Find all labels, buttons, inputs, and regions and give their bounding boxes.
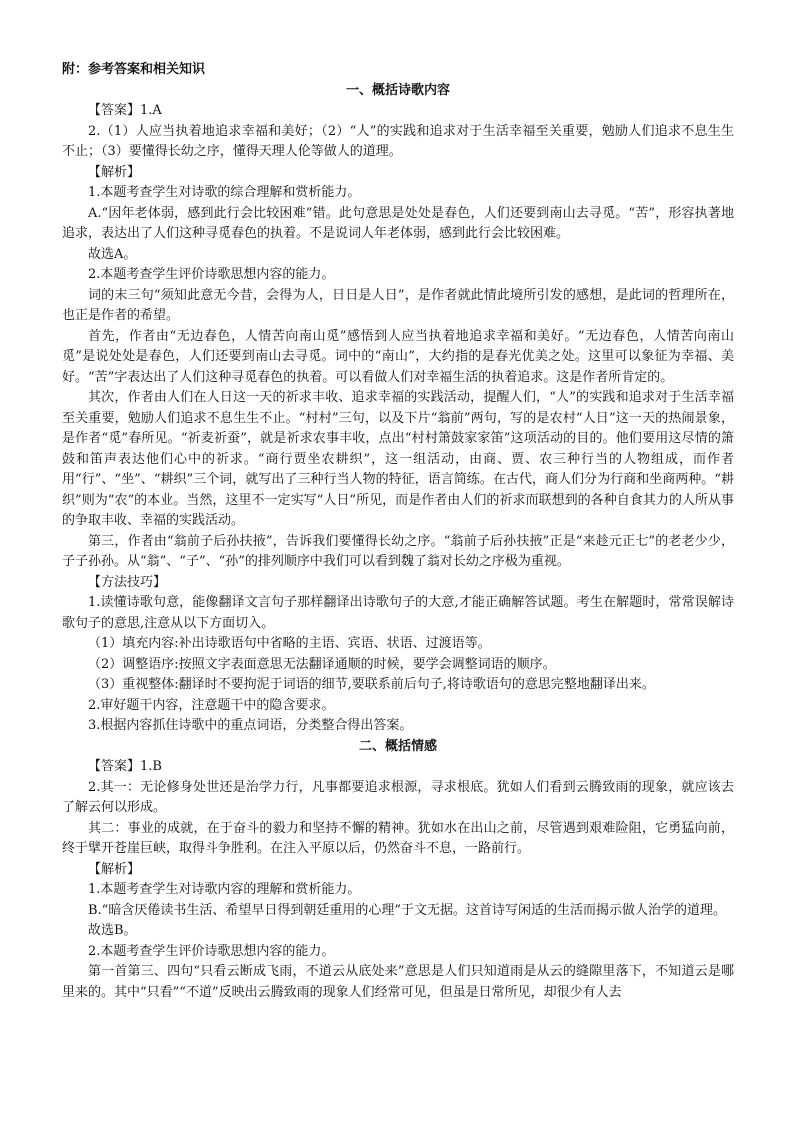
paragraph: 2.（1）人应当执着地追求幸福和美好；（2）“人”的实践和追求对于生活幸福至关重要，勉励人们追求不息生生不止；（3）要懂得长幼之序，懂得天理人伦等做人的道理。 xyxy=(62,123,734,159)
list-item: （3）重视整体:翻译时不要拘泥于词语的细节,要联系前后句子,将诗歌语句的意思完整地翻译出来。 xyxy=(88,677,655,692)
paragraph: 第三，作者由“翁前子后孙扶掖”，告诉我们要懂得长幼之序。“翁前子后孙扶掖”正是“来趁元正七”的老老少少，子子孙孙。从“翁”、“子”、“孙”的排列顺序中我们可以看到魏了翁对长幼之序极为重视。 xyxy=(62,533,734,569)
analysis-label: 【解析】 xyxy=(88,861,141,877)
section-heading-1: 一、概括诗歌内容 xyxy=(345,82,450,98)
paragraph: 其次，作者由人们在人日这一天的祈求丰收、追求幸福的实践活动，提醒人们，“人”的实践和追求对于生活幸福至关重要，勉励人们追求不息生生不止。“村村”三句，以及下片“翁前”两句，写的是农村“人日”这一天的热闹景象，是作者“觅”春所见。“祈麦祈蚕”，就是祈求农事丰收，点出“村村箫鼓家家笛”这项活动的目的。他们要用这尽情的箫鼓和笛声表达他们心中的祈求。“商行贾坐农耕织”，这一组活动，由商、贾、农三种行当的人物组成，而作者用“行”、“坐”、“耕织”三个词，就写出了三种行当人物的特征，语言简练。在古代，商人们分为行商和坐商两种。“耕织”则为“农”的本业。当然，这里不一定实写“人日”所见，而是作者由人们的祈求而联想到的各种自食其力的人所从事的争取丰收、幸福的实践活动。 xyxy=(62,390,734,528)
paragraph: 3.根据内容抓住诗歌中的重点词语，分类整合得出答案。 xyxy=(88,718,413,733)
appendix-title: 附：参考答案和相关知识 xyxy=(62,62,206,77)
paragraph: 故选B。 xyxy=(88,923,137,938)
list-item: （1）填充内容:补出诗歌语句中省略的主语、宾语、状语、过渡语等。 xyxy=(88,636,491,651)
paragraph: B.“暗含厌倦读书生活、希望早日得到朝廷重用的心理”于文无据。这首诗写闲适的生活而揭示做人治学的道理。 xyxy=(88,902,726,918)
paragraph: A.“因年老体弱，感到此行会比较困难”错。此句意思是处处是春色，人们还要到南山去寻觅。“苦”，形容执著地追求，表达出了人们这种寻觅春色的执着。不是说词人年老体弱，感到此行会比较困难。 xyxy=(62,205,734,241)
paragraph: 2.本题考查学生评价诗歌思想内容的能力。 xyxy=(88,267,335,282)
paragraph: 1.读懂诗歌句意，能像翻译文言句子那样翻译出诗歌句子的大意,才能正确解答试题。考生在解题时，常常误解诗歌句子的意思,注意从以下方面切入。 xyxy=(62,595,734,631)
paragraph: 其二：事业的成就，在于奋斗的毅力和坚持不懈的精神。犹如水在出山之前，尽管遇到艰难险阻，它勇猛向前，终于擘开苍崖巨峡，取得斗争胜利。在注入平原以后，仍然奋斗不息，一路前行。 xyxy=(62,820,734,856)
paragraph: 首先，作者由“无边春色，人情苦向南山觅”感悟到人应当执着地追求幸福和美好。“无边春色，人情苦向南山觅”是说处处是春色，人们还要到南山去寻觅。词中的“南山”，大约指的是春光优美之处。这里可以象征为幸福、美好。“苦”字表达出了人们这种寻觅春色的执着。可以看做人们对幸福生活的执着追求。这是作者所肯定的。 xyxy=(62,328,734,385)
paragraph: 故选A。 xyxy=(88,246,137,262)
section-heading-2: 二、概括情感 xyxy=(358,738,437,754)
paragraph: 词的末三句“须知此意无今昔，会得为人，日日是人日”，是作者就此情此境所引发的感想，是此词的哲理所在，也正是作者的希望。 xyxy=(62,287,734,323)
list-item: （2）调整语序:按照文字表面意思无法翻译通顺的时候，要学会调整词语的顺序。 xyxy=(88,656,556,672)
method-label: 【方法技巧】 xyxy=(88,574,167,590)
paragraph: 2.审好题干内容，注意题干中的隐含要求。 xyxy=(88,697,335,713)
answer-label: 【答案】1.A xyxy=(88,103,162,118)
analysis-label: 【解析】 xyxy=(88,164,141,180)
document-page xyxy=(62,60,734,1003)
paragraph: 2.本题考查学生评价诗歌思想内容的能力。 xyxy=(88,943,335,959)
paragraph: 第一首第三、四句“只看云断成飞雨，不道云从底处来”意思是人们只知道雨是从云的缝隙里落下，不知道云是哪里来的。其中“只看”“不道”反映出云腾致雨的现象人们经常可见，但虽是日常所见，却很少有人去 xyxy=(62,964,734,1000)
paragraph: 1.本题考查学生对诗歌内容的理解和赏析能力。 xyxy=(88,882,361,897)
answer-label: 【答案】1.B xyxy=(88,759,162,774)
paragraph: 2.其一：无论修身处世还是治学力行，凡事都要追求根源，寻求根底。犹如人们看到云腾致雨的现象，就应该去了解云何以形成。 xyxy=(62,779,734,815)
paragraph: 1.本题考查学生对诗歌的综合理解和赏析能力。 xyxy=(88,185,361,200)
